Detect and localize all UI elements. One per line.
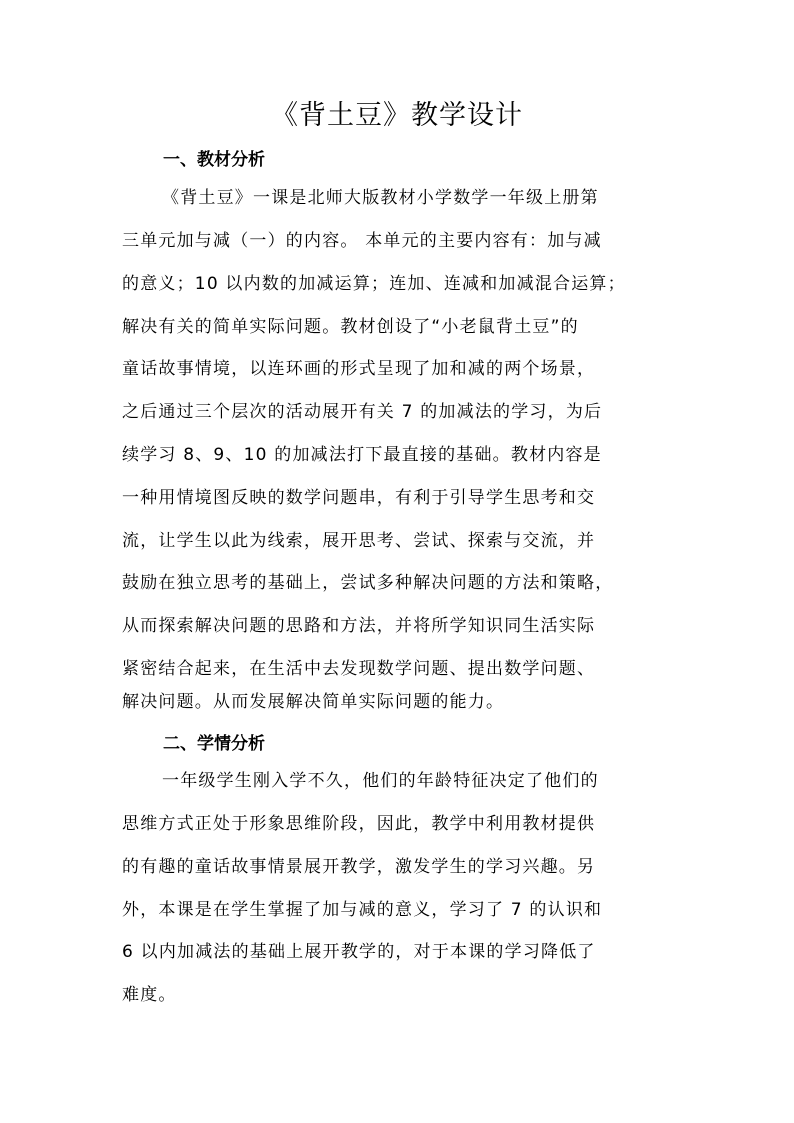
paragraph-line: 思维方式正处于形象思维阶段，因此，教学中利用教材提供: [122, 814, 596, 834]
paragraph-line: 一年级学生刚入学不久，他们的年龄特征决定了他们的: [162, 771, 599, 791]
paragraph-line: 鼓励在独立思考的基础上，尝试多种解决问题的方法和策略，: [122, 573, 614, 593]
paragraph-line: 三单元加与减（一）的内容。 本单元的主要内容有：加与减: [122, 231, 602, 251]
section-heading-textbook-analysis: 一、教材分析: [163, 150, 265, 170]
paragraph-line: 解决有关的简单实际问题。教材创设了“小老鼠背土豆”的: [122, 317, 579, 337]
paragraph-line: 一种用情境图反映的数学问题串，有利于引导学生思考和交: [122, 488, 596, 508]
paragraph-line: 的有趣的童话故事情景展开教学，激发学生的学习兴趣。另: [122, 857, 596, 877]
paragraph-line: 之后通过三个层次的活动展开有关 7 的加减法的学习，为后: [122, 402, 603, 422]
document-title: 《背土豆》教学设计: [271, 100, 523, 131]
paragraph-line: 解决问题。从而发展解决简单实际问题的能力。: [122, 692, 505, 712]
paragraph-line: 从而探索解决问题的思路和方法，并将所学知识同生活实际: [122, 616, 596, 636]
paragraph-line: 《背土豆》一课是北师大版教材小学数学一年级上册第: [162, 188, 599, 208]
paragraph-line: 6 以内加减法的基础上展开教学的，对于本课的学习降低了: [122, 942, 596, 962]
section-heading-learner-analysis: 二、学情分析: [163, 734, 265, 754]
paragraph-line: 续学习 8、9、10 的加减法打下最直接的基础。教材内容是: [122, 445, 602, 465]
paragraph-line: 紧密结合起来，在生活中去发现数学问题、提出数学问题、: [122, 659, 596, 679]
paragraph-line: 难度。: [122, 985, 177, 1005]
paragraph-line: 流，让学生以此为线索，展开思考、尝试、探索与交流，并: [122, 531, 596, 551]
paragraph-line: 童话故事情境，以连环画的形式呈现了加和减的两个场景，: [122, 359, 596, 379]
paragraph-line: 外，本课是在学生掌握了加与减的意义，学习了 7 的认识和: [122, 900, 603, 920]
paragraph-line: 的意义；10 以内数的加减运算；连加、连减和加减混合运算；: [122, 274, 626, 294]
